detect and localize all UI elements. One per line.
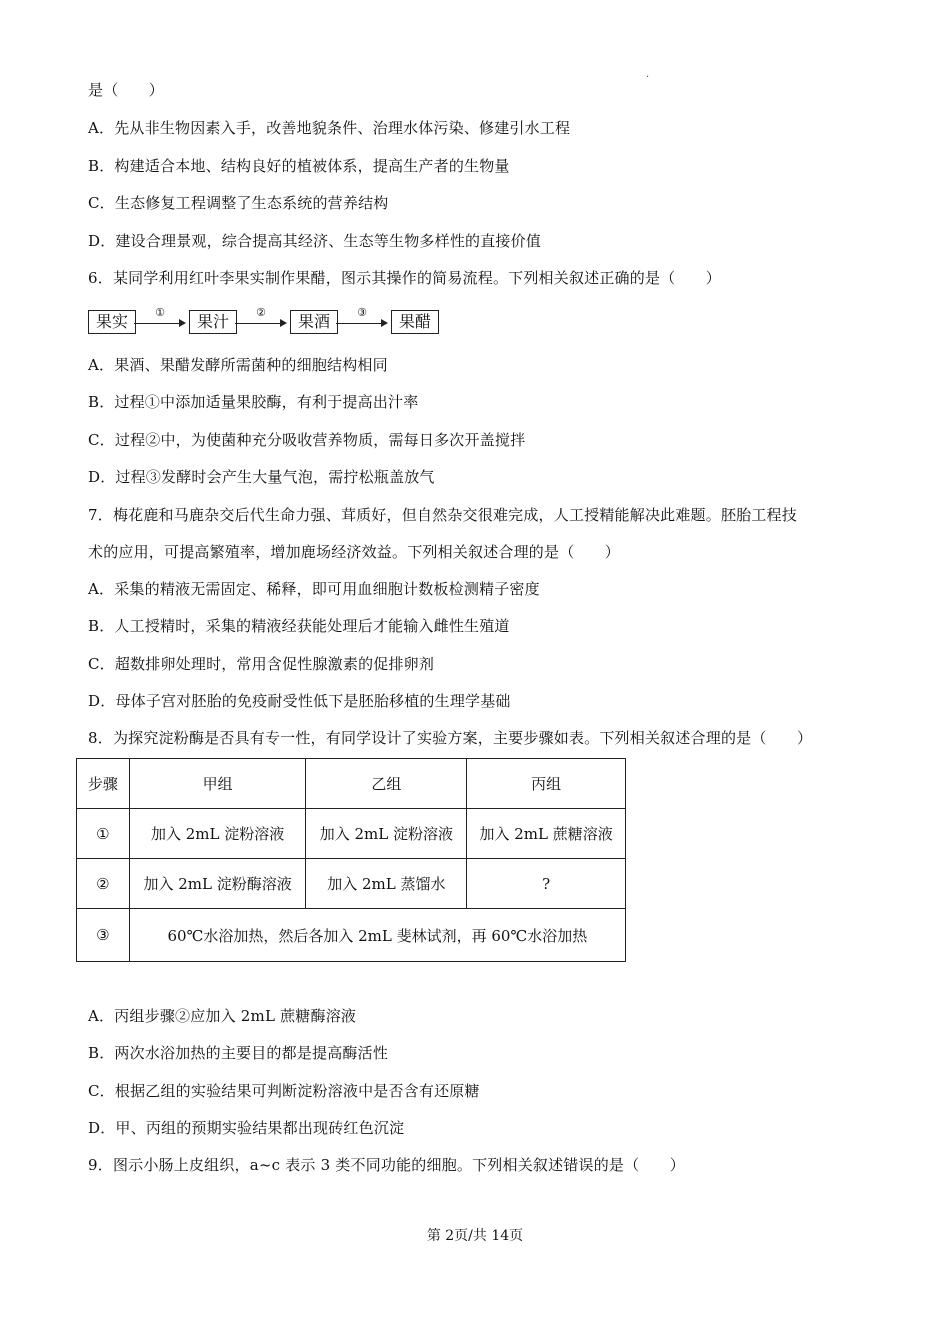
- q6-option-d: D．过程③发酵时会产生大量气泡，需拧松瓶盖放气: [88, 468, 435, 486]
- table-header-cell: 乙组: [306, 759, 467, 809]
- arrow-head-icon: [179, 319, 186, 327]
- flow-arrow-label-1: ①: [155, 306, 165, 319]
- flow-arrow-2: [235, 308, 287, 334]
- table-row: [77, 859, 626, 909]
- table-cell: 加入 2mL 蔗糖溶液: [467, 809, 626, 859]
- q5-option-a: A．先从非生物因素入手，改善地貌条件、治理水体污染、修建引水工程: [88, 119, 571, 137]
- q7-option-b: B．人工授精时，采集的精液经获能处理后才能输入雌性生殖道: [88, 617, 510, 635]
- q6-flow-diagram: [88, 308, 448, 336]
- q8-option-c: C．根据乙组的实验结果可判断淀粉溶液中是否含有还原糖: [88, 1082, 480, 1100]
- table-header-cell: 丙组: [467, 759, 626, 809]
- q7-option-c: C．超数排卵处理时，常用含促性腺激素的促排卵剂: [88, 655, 435, 673]
- flow-arrow-label-3: ③: [357, 306, 367, 319]
- q8-option-b: B．两次水浴加热的主要目的都是提高酶活性: [88, 1044, 389, 1062]
- flow-arrow-1: [134, 308, 186, 334]
- arrow-head-icon: [280, 319, 287, 327]
- table-cell: 加入 2mL 蒸馏水: [306, 859, 467, 909]
- flow-box-vinegar: 果醋: [391, 310, 439, 334]
- table-cell: 加入 2mL 淀粉溶液: [306, 809, 467, 859]
- flow-arrow-shaft: [336, 323, 382, 324]
- q7-option-a: A．采集的精液无需固定、稀释，即可用血细胞计数板检测精子密度: [88, 580, 540, 598]
- q6-option-b: B．过程①中添加适量果胶酶，有利于提高出汁率: [88, 393, 419, 411]
- flow-arrow-shaft: [235, 323, 281, 324]
- flow-box-juice: 果汁: [189, 310, 237, 334]
- table-cell: ②: [77, 859, 130, 909]
- table-cell: ?: [467, 859, 626, 909]
- page-footer: 第 2页/共 14页: [426, 1228, 524, 1244]
- q8-option-a: A．丙组步骤②应加入 2mL 蔗糖酶溶液: [88, 1007, 357, 1025]
- table-header-row: [77, 759, 626, 809]
- table-cell-merged: 60℃水浴加热，然后各加入 2mL 斐林试剂，再 60℃水浴加热: [129, 909, 625, 962]
- table-cell: 加入 2mL 淀粉溶液: [129, 809, 306, 859]
- q9-stem: 9．图示小肠上皮组织，a~c 表示 3 类不同功能的细胞。下列相关叙述错误的是（ ）: [88, 1156, 685, 1174]
- table-header-cell: 步骤: [77, 759, 130, 809]
- q6-option-a: A．果酒、果醋发酵所需菌种的细胞结构相同: [88, 356, 388, 374]
- flow-arrow-shaft: [134, 323, 180, 324]
- flow-arrow-label-2: ②: [256, 306, 266, 319]
- q7-stem-line1: 7．梅花鹿和马鹿杂交后代生命力强、茸质好，但自然杂交很难完成，人工授精能解决此难题。胚胎工程技: [88, 506, 797, 524]
- q8-experiment-table: [76, 758, 626, 962]
- stray-dot: ·: [646, 72, 650, 83]
- q5-option-b: B．构建适合本地、结构良好的植被体系，提高生产者的生物量: [88, 157, 510, 175]
- q5-option-d: D．建设合理景观，综合提高其经济、生态等生物多样性的直接价值: [88, 232, 542, 250]
- table-row: [77, 909, 626, 962]
- table-header-cell: 甲组: [129, 759, 306, 809]
- q5-option-c: C．生态修复工程调整了生态系统的营养结构: [88, 194, 389, 212]
- q6-stem: 6．某同学利用红叶李果实制作果醋，图示其操作的简易流程。下列相关叙述正确的是（ ）: [88, 269, 721, 287]
- q8-stem: 8．为探究淀粉酶是否具有专一性，有同学设计了实验方案，主要步骤如表。下列相关叙述合理的是（ ）: [88, 729, 813, 747]
- flow-arrow-3: [336, 308, 388, 334]
- q8-option-d: D．甲、丙组的预期实验结果都出现砖红色沉淀: [88, 1119, 405, 1137]
- table-cell: ①: [77, 809, 130, 859]
- table-cell: ③: [77, 909, 130, 962]
- q7-option-d: D．母体子宫对胚胎的免疫耐受性低下是胚胎移植的生理学基础: [88, 692, 511, 710]
- q5-lead: 是（ ）: [88, 81, 165, 99]
- flow-box-fruit: 果实: [88, 310, 136, 334]
- q7-stem-line2: 术的应用，可提高繁殖率，增加鹿场经济效益。下列相关叙述合理的是（ ）: [88, 543, 621, 561]
- q6-option-c: C．过程②中，为使菌种充分吸收营养物质，需每日多次开盖搅拌: [88, 431, 526, 449]
- flow-box-wine: 果酒: [290, 310, 338, 334]
- arrow-head-icon: [381, 319, 388, 327]
- table-row: [77, 809, 626, 859]
- table-cell: 加入 2mL 淀粉酶溶液: [129, 859, 306, 909]
